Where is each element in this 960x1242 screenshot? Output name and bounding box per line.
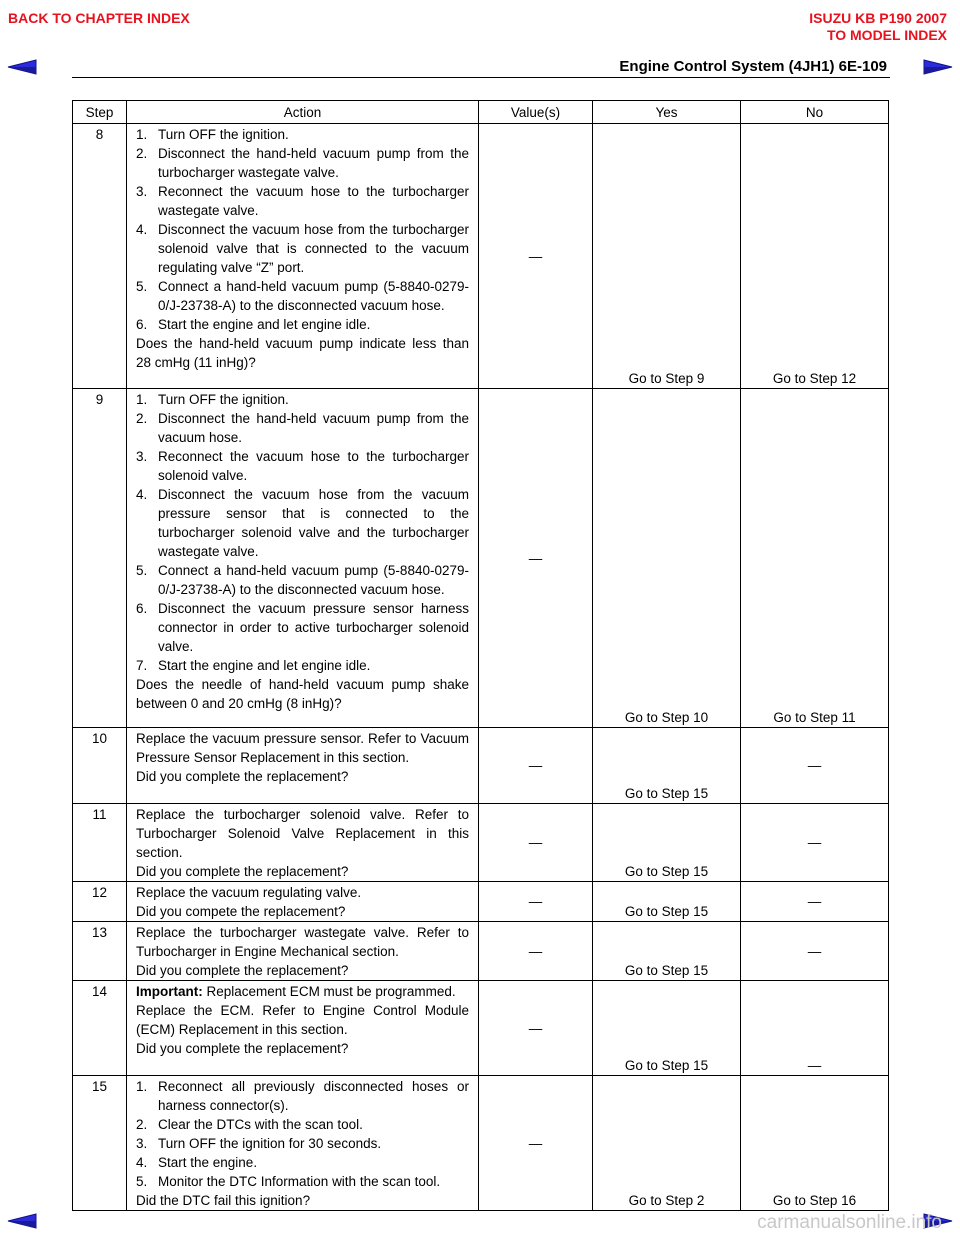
to-model-index-link[interactable]: TO MODEL INDEX (826, 27, 947, 43)
item-number: 4. (136, 487, 148, 502)
action-item (136, 277, 469, 315)
yes-cell[interactable]: Go to Step 15 (593, 981, 741, 1076)
step-number: 15 (73, 1076, 127, 1211)
action-question: Does the hand-held vacuum pump indicate less than 28 cmHg (11 inHg)? (136, 336, 469, 370)
column-header-action: Action (127, 101, 479, 124)
yes-cell[interactable]: Go to Step 9 (593, 124, 741, 389)
action-item (136, 599, 469, 656)
action-cell (127, 882, 479, 922)
action-item (136, 485, 469, 561)
action-question: Did you compete the replacement? (136, 904, 346, 919)
action-question: Does the needle of hand-held vacuum pump shake between 0 and 20 cmHg (8 inHg)? (136, 677, 469, 711)
item-text: Disconnect the hand-held vacuum pump from the vacuum hose. (158, 411, 469, 445)
action-item (136, 220, 469, 277)
table-header-row (73, 101, 889, 124)
important-text: Replacement ECM must be programmed. (206, 984, 456, 999)
item-text: Monitor the DTC Information with the scan tool. (158, 1174, 441, 1189)
previous-page-arrow-icon[interactable] (6, 58, 38, 76)
item-number: 3. (136, 1136, 148, 1151)
action-cell (127, 922, 479, 981)
item-text: Start the engine and let engine idle. (158, 317, 371, 332)
next-page-arrow-icon[interactable] (922, 58, 954, 76)
important-label: Important: (136, 984, 203, 999)
column-header-step: Step (73, 101, 127, 124)
item-number: 2. (136, 1117, 148, 1132)
item-number: 6. (136, 317, 148, 332)
item-number: 3. (136, 449, 148, 464)
item-number: 4. (136, 222, 148, 237)
item-text: Connect a hand-held vacuum pump (5-8840-0279-0/J-23738-A) to the disconnected vacuum hose. (158, 563, 469, 597)
value-cell: — (479, 389, 593, 728)
step-number: 11 (73, 804, 127, 882)
item-text: Turn OFF the ignition. (158, 392, 289, 407)
no-cell: — (741, 981, 889, 1076)
yes-cell[interactable]: Go to Step 2 (593, 1076, 741, 1211)
action-item (136, 1115, 469, 1134)
action-item (136, 1172, 469, 1191)
action-cell (127, 981, 479, 1076)
value-cell: — (479, 1076, 593, 1211)
item-number: 2. (136, 411, 148, 426)
item-number: 1. (136, 392, 148, 407)
value-cell: — (479, 922, 593, 981)
header-divider (72, 77, 890, 78)
item-text: Start the engine and let engine idle. (158, 658, 371, 673)
action-text: Replace the vacuum regulating valve. (136, 885, 362, 900)
value-cell: — (479, 124, 593, 389)
item-text: Disconnect the hand-held vacuum pump from the turbocharger wastegate valve. (158, 146, 469, 180)
no-cell[interactable]: Go to Step 12 (741, 124, 889, 389)
action-cell (127, 124, 479, 389)
item-number: 1. (136, 1079, 148, 1094)
action-item (136, 447, 469, 485)
column-header-yes: Yes (593, 101, 741, 124)
model-title-link[interactable]: ISUZU KB P190 2007 (809, 10, 947, 26)
column-header-values: Value(s) (479, 101, 593, 124)
action-cell (127, 804, 479, 882)
action-cell (127, 1076, 479, 1211)
item-text: Clear the DTCs with the scan tool. (158, 1117, 363, 1132)
item-number: 7. (136, 658, 148, 673)
table-row-step-10 (73, 728, 889, 804)
important-note (136, 982, 469, 1001)
action-item (136, 561, 469, 599)
yes-cell[interactable]: Go to Step 15 (593, 728, 741, 804)
step-number: 13 (73, 922, 127, 981)
yes-cell[interactable]: Go to Step 15 (593, 804, 741, 882)
item-text: Reconnect the vacuum hose to the turbocharger wastegate valve. (158, 184, 469, 218)
table-row-step-11 (73, 804, 889, 882)
item-text: Reconnect the vacuum hose to the turbocharger solenoid valve. (158, 449, 469, 483)
action-item (136, 315, 469, 334)
action-question: Did you complete the replacement? (136, 769, 349, 784)
table-row-step-14 (73, 981, 889, 1076)
column-header-no: No (741, 101, 889, 124)
item-text: Turn OFF the ignition. (158, 127, 289, 142)
item-text: Disconnect the vacuum hose from the turbocharger solenoid valve that is connected to the vacuum regulating valve “Z” port. (158, 222, 469, 275)
action-item (136, 1077, 469, 1115)
action-text: Replace the turbocharger wastegate valve. Refer to Turbocharger in Engine Mechanical section. (136, 925, 469, 959)
table-row-step-13 (73, 922, 889, 981)
value-cell: — (479, 728, 593, 804)
item-number: 6. (136, 601, 148, 616)
item-number: 5. (136, 563, 148, 578)
action-text: Replace the ECM. Refer to Engine Control Module (ECM) Replacement in this section. (136, 1003, 469, 1037)
action-item (136, 409, 469, 447)
action-question: Did you complete the replacement? (136, 864, 349, 879)
action-question: Did the DTC fail this ignition? (136, 1193, 311, 1208)
action-question: Did you complete the replacement? (136, 963, 349, 978)
page-header: Engine Control System (4JH1) 6E-109 (619, 58, 887, 75)
table-row-step-8 (73, 124, 889, 389)
table-row-step-9 (73, 389, 889, 728)
yes-cell[interactable]: Go to Step 10 (593, 389, 741, 728)
table-row-step-12 (73, 882, 889, 922)
yes-cell[interactable]: Go to Step 15 (593, 922, 741, 981)
item-number: 5. (136, 279, 148, 294)
no-cell: — (741, 728, 889, 804)
item-text: Turn OFF the ignition for 30 seconds. (158, 1136, 382, 1151)
no-cell: — (741, 922, 889, 981)
action-cell (127, 389, 479, 728)
diagnostic-table (72, 100, 889, 1211)
action-text: Replace the vacuum pressure sensor. Refer to Vacuum Pressure Sensor Replacement in this section. (136, 731, 469, 765)
item-text: Disconnect the vacuum pressure sensor harness connector in order to active turbocharger solenoid valve. (158, 601, 469, 654)
step-number: 10 (73, 728, 127, 804)
item-number: 3. (136, 184, 148, 199)
item-text: Start the engine. (158, 1155, 258, 1170)
step-number: 8 (73, 124, 127, 389)
no-cell: — (741, 882, 889, 922)
action-item (136, 1153, 469, 1172)
previous-page-arrow-bottom-icon[interactable] (6, 1212, 38, 1230)
action-item (136, 125, 469, 144)
table-row-step-15 (73, 1076, 889, 1211)
no-cell: — (741, 804, 889, 882)
no-cell[interactable]: Go to Step 16 (741, 1076, 889, 1211)
no-cell[interactable]: Go to Step 11 (741, 389, 889, 728)
item-number: 1. (136, 127, 148, 142)
step-number: 9 (73, 389, 127, 728)
step-number: 12 (73, 882, 127, 922)
action-cell (127, 728, 479, 804)
action-text: Replace the turbocharger solenoid valve. Refer to Turbocharger Solenoid Valve Replacement in this section. (136, 807, 469, 860)
action-item (136, 144, 469, 182)
item-text: Reconnect all previously disconnected hoses or harness connector(s). (158, 1079, 469, 1113)
watermark: carmanualsonline.info (757, 1212, 942, 1233)
item-number: 2. (136, 146, 148, 161)
step-number: 14 (73, 981, 127, 1076)
value-cell: — (479, 981, 593, 1076)
action-item (136, 656, 469, 675)
action-item (136, 1134, 469, 1153)
action-item (136, 390, 469, 409)
item-number: 5. (136, 1174, 148, 1189)
back-to-chapter-index-link[interactable]: BACK TO CHAPTER INDEX (8, 10, 190, 26)
value-cell: — (479, 804, 593, 882)
value-cell: — (479, 882, 593, 922)
action-question: Did you complete the replacement? (136, 1041, 349, 1056)
item-text: Disconnect the vacuum hose from the vacuum pressure sensor that is connected to the turbocharger solenoid valve and the turbocharger wastegate valve. (158, 487, 469, 559)
action-item (136, 182, 469, 220)
item-number: 4. (136, 1155, 148, 1170)
yes-cell[interactable]: Go to Step 15 (593, 882, 741, 922)
item-text: Connect a hand-held vacuum pump (5-8840-0279-0/J-23738-A) to the disconnected vacuum hose. (158, 279, 469, 313)
